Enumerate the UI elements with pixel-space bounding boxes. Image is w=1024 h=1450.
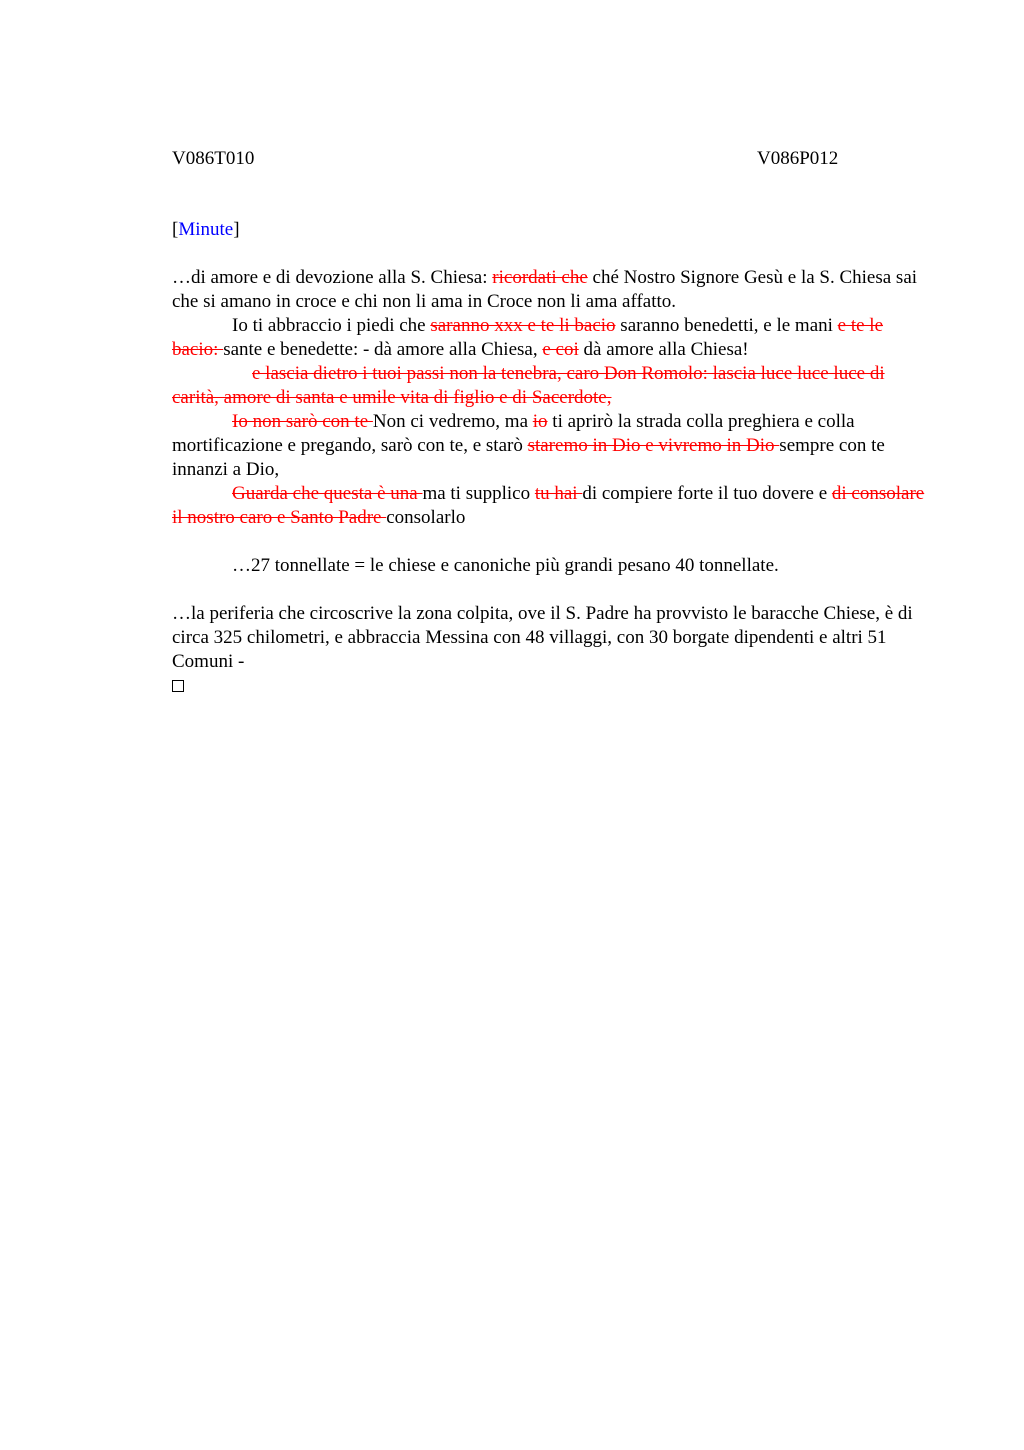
paragraph-3 <box>172 362 934 410</box>
section-title <box>172 218 240 242</box>
paragraph-4 <box>172 410 934 482</box>
paragraph-spacer <box>172 578 934 602</box>
text-run: Non ci vedremo, ma <box>372 411 533 432</box>
deleted-text: e lascia dietro i tuoi passi non la tenebra, caro Don Romolo: lascia luce luce luce di carità, amore di santa e umile vita di figlio e di Sacerdote, <box>172 363 885 408</box>
text-run: dà amore alla Chiesa! <box>578 339 749 360</box>
text-run: …la periferia che circoscrive la zona colpita, ove il S. Padre ha provvisto le baracche Chiese, è di circa 325 chilometri, e abbraccia Messina con 48 villaggi, con 30 borgate dipendenti e altri 51 Comuni - <box>172 603 913 672</box>
title-close-bracket: ] <box>233 219 240 240</box>
document-code-left: V086T010 <box>172 148 255 169</box>
text-run: sante e benedette: - dà amore alla Chiesa, <box>223 339 543 360</box>
text-run: ti aprirò la strada colla preghiera e colla mortificazione e pregando, sarò con te, e starò <box>172 411 855 456</box>
paragraph-spacer <box>172 530 934 554</box>
deleted-text: di consolare il nostro caro e Santo Padre <box>172 483 925 528</box>
deleted-text: saranno xxx e te li bacio <box>430 315 616 336</box>
minute-link[interactable]: Minute <box>178 219 234 240</box>
text-run: ché Nostro Signore Gesù e la S. Chiesa sai che si amano in croce e chi non li ama in Croce non li ama affatto. <box>172 267 918 312</box>
deleted-text: ricordati che <box>492 267 588 288</box>
text-run: …27 tonnellate = le chiese e canoniche più grandi pesano 40 tonnellate. <box>232 555 779 576</box>
deleted-text: Guarda che questa è una <box>232 483 423 504</box>
deleted-text: e te le bacio: <box>172 315 884 360</box>
paragraph-7 <box>172 602 934 674</box>
deleted-text: io <box>532 411 548 432</box>
text-run: di compiere forte il tuo dovere e <box>582 483 832 504</box>
text-run: sempre con te innanzi a Dio, <box>172 435 885 480</box>
text-run: saranno benedetti, e le mani <box>615 315 838 336</box>
deleted-text: tu hai <box>534 483 583 504</box>
deleted-text: staremo in Dio e vivremo in Dio <box>527 435 780 456</box>
paragraph-5 <box>172 482 934 530</box>
paragraph-1 <box>172 266 934 314</box>
text-run: consolarlo <box>386 507 466 528</box>
document-code-right: V086P012 <box>757 148 839 169</box>
paragraph-6 <box>172 554 934 578</box>
deleted-text: e coi <box>542 339 579 360</box>
text-run: Io ti abbraccio i piedi che <box>232 315 431 336</box>
paragraph-2 <box>172 314 934 362</box>
title-open-bracket: [ <box>172 219 179 240</box>
empty-square-icon <box>172 680 184 692</box>
end-mark <box>172 674 934 699</box>
text-run: ma ti supplico <box>422 483 535 504</box>
deleted-text: Io non sarò con te <box>232 411 373 432</box>
text-run: …di amore e di devozione alla S. Chiesa: <box>172 267 493 288</box>
document-body <box>172 266 934 699</box>
